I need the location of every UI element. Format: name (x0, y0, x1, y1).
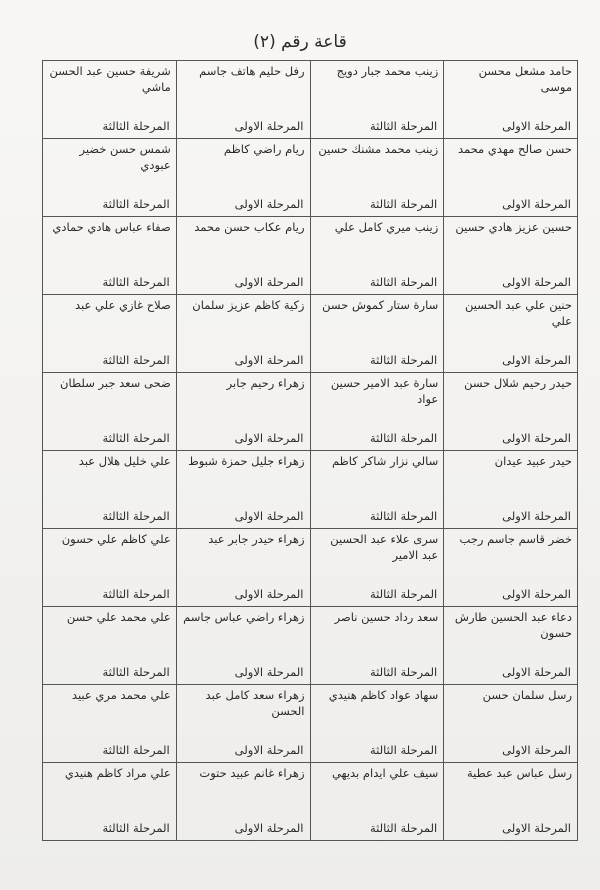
student-stage: المرحلة الاولى (234, 119, 304, 134)
student-cell (310, 61, 444, 139)
table-row (43, 373, 578, 451)
student-name: ريام راضي كاظم (223, 142, 305, 156)
student-stage: المرحلة الاولى (502, 353, 571, 368)
student-stage: المرحلة الثالثة (370, 587, 438, 602)
seating-table (42, 60, 578, 841)
student-stage: المرحلة الاولى (502, 275, 571, 290)
student-stage: المرحلة الثالثة (370, 353, 438, 368)
student-stage: المرحلة الثالثة (102, 509, 170, 524)
student-cell (444, 295, 578, 373)
student-name: زينب محمد مشنك حسين (318, 142, 439, 156)
student-cell (310, 217, 444, 295)
student-name: زينب محمد جبار دويج (336, 64, 439, 78)
student-name: زهراء حيدر جابر عبد (208, 532, 305, 546)
student-cell (43, 451, 177, 529)
student-name: شمس حسن خضير عبودي (79, 142, 171, 172)
student-stage: المرحلة الاولى (234, 509, 304, 524)
student-cell (310, 373, 444, 451)
student-cell (43, 139, 177, 217)
student-name: حيدر رحيم شلال حسن (464, 376, 572, 390)
student-cell (444, 451, 578, 529)
student-name: رسل سلمان حسن (482, 688, 572, 702)
student-name: سارة ستار كموش حسن (322, 298, 439, 312)
student-name: حسن صالح مهدي محمد (457, 142, 572, 156)
student-cell (310, 295, 444, 373)
student-name: صلاح غازي علي عبد (75, 298, 171, 312)
student-cell (444, 763, 578, 841)
student-stage: المرحلة الثالثة (102, 275, 170, 290)
student-cell (43, 529, 177, 607)
student-stage: المرحلة الثالثة (370, 431, 438, 446)
student-stage: المرحلة الثالثة (102, 821, 170, 836)
student-name: زهراء غانم عبيد حتوت (199, 766, 305, 780)
student-name: حنين علي عبد الحسين علي (465, 298, 572, 328)
student-stage: المرحلة الاولى (234, 197, 304, 212)
page-title: قاعة رقم (٢) (253, 32, 347, 52)
student-cell (43, 607, 177, 685)
student-cell (176, 61, 310, 139)
student-cell (176, 529, 310, 607)
student-name: علي مراد كاظم هنيدي (64, 766, 171, 780)
student-stage: المرحلة الاولى (234, 275, 304, 290)
seating-table-body (43, 61, 578, 841)
student-cell (444, 139, 578, 217)
student-cell (176, 295, 310, 373)
student-cell (444, 61, 578, 139)
student-stage: المرحلة الثالثة (370, 275, 438, 290)
table-row (43, 61, 578, 139)
student-cell (310, 607, 444, 685)
student-stage: المرحلة الاولى (502, 743, 571, 758)
student-name: ريام عكاب حسن محمد (194, 220, 305, 234)
student-cell (176, 763, 310, 841)
student-stage: المرحلة الثالثة (102, 587, 170, 602)
student-name: رفل حليم هاتف جاسم (199, 64, 305, 78)
student-name: زينب ميري كامل علي (334, 220, 439, 234)
student-stage: المرحلة الثالثة (370, 119, 438, 134)
table-row (43, 763, 578, 841)
student-name: سالي نزار شاكر كاظم (332, 454, 439, 468)
student-cell (43, 217, 177, 295)
student-name: سعد رداد حسين ناصر (334, 610, 439, 624)
student-stage: المرحلة الثالثة (370, 821, 438, 836)
student-stage: المرحلة الثالثة (370, 197, 438, 212)
student-name: حامد مشعل محسن موسى (478, 64, 572, 94)
student-stage: المرحلة الاولى (502, 821, 571, 836)
student-cell (444, 685, 578, 763)
student-name: زهراء جليل حمزة شبوط (188, 454, 305, 468)
table-row (43, 685, 578, 763)
student-cell (310, 139, 444, 217)
student-name: علي محمد مري عبيد (71, 688, 171, 702)
table-row (43, 607, 578, 685)
student-stage: المرحلة الثالثة (370, 743, 438, 758)
student-name: دعاء عبد الحسين طارش حسون (454, 610, 572, 640)
student-name: حسين عزيز هادي حسين (455, 220, 572, 234)
student-cell (310, 685, 444, 763)
student-stage: المرحلة الاولى (502, 509, 571, 524)
student-name: سيف علي ايدام بديهي (331, 766, 439, 780)
student-stage: المرحلة الاولى (502, 431, 571, 446)
table-row (43, 139, 578, 217)
student-stage: المرحلة الاولى (502, 197, 571, 212)
student-cell (176, 451, 310, 529)
student-cell (176, 217, 310, 295)
student-stage: المرحلة الثالثة (102, 353, 170, 368)
student-name: زهراء رحيم جابر (226, 376, 305, 390)
student-stage: المرحلة الاولى (502, 665, 571, 680)
student-stage: المرحلة الاولى (502, 119, 571, 134)
student-cell (444, 373, 578, 451)
student-stage: المرحلة الثالثة (102, 431, 170, 446)
student-name: زكية كاظم عزيز سلمان (192, 298, 305, 312)
student-stage: المرحلة الاولى (234, 821, 304, 836)
student-name: علي محمد علي حسن (66, 610, 171, 624)
table-row (43, 529, 578, 607)
table-row (43, 295, 578, 373)
student-name: علي خليل هلال عبد (78, 454, 171, 468)
student-stage: المرحلة الثالثة (102, 665, 170, 680)
student-cell (176, 607, 310, 685)
student-stage: المرحلة الاولى (234, 587, 304, 602)
student-cell (43, 295, 177, 373)
student-stage: المرحلة الاولى (502, 587, 571, 602)
student-cell (444, 607, 578, 685)
student-cell (310, 529, 444, 607)
student-stage: المرحلة الاولى (234, 743, 304, 758)
student-name: سهاد عواد كاظم هنيدي (328, 688, 439, 702)
student-cell (310, 763, 444, 841)
student-cell (43, 763, 177, 841)
student-name: زهراء سعد كامل عبد الحسن (205, 688, 305, 718)
student-cell (176, 685, 310, 763)
student-cell (43, 61, 177, 139)
student-stage: المرحلة الاولى (234, 431, 304, 446)
student-name: ضحى سعد جبر سلطان (60, 376, 171, 390)
student-stage: المرحلة الاولى (234, 353, 304, 368)
student-stage: المرحلة الثالثة (102, 743, 170, 758)
student-stage: المرحلة الثالثة (102, 197, 170, 212)
student-name: صفاء عباس هادي حمادي (52, 220, 171, 234)
student-name: حيدر عبيد عيدان (494, 454, 572, 468)
student-cell (43, 373, 177, 451)
student-name: رسل عباس عبد عطية (466, 766, 572, 780)
student-cell (176, 139, 310, 217)
student-name: خضر قاسم جاسم رجب (459, 532, 572, 546)
student-cell (310, 451, 444, 529)
student-stage: المرحلة الاولى (234, 665, 304, 680)
student-stage: المرحلة الثالثة (370, 509, 438, 524)
student-stage: المرحلة الثالثة (370, 665, 438, 680)
student-name: شريفة حسين عبد الحسن ماشي (49, 64, 171, 94)
student-cell (444, 217, 578, 295)
student-name: سارة عبد الامير حسين عواد (330, 376, 439, 406)
table-row (43, 451, 578, 529)
student-cell (176, 373, 310, 451)
table-row (43, 217, 578, 295)
student-name: زهراء راضي عباس جاسم (183, 610, 305, 624)
student-name: علي كاظم علي حسون (61, 532, 171, 546)
student-stage: المرحلة الثالثة (102, 119, 170, 134)
student-cell (444, 529, 578, 607)
student-name: سرى علاء عبد الحسين عبد الامير (330, 532, 439, 562)
student-cell (43, 685, 177, 763)
